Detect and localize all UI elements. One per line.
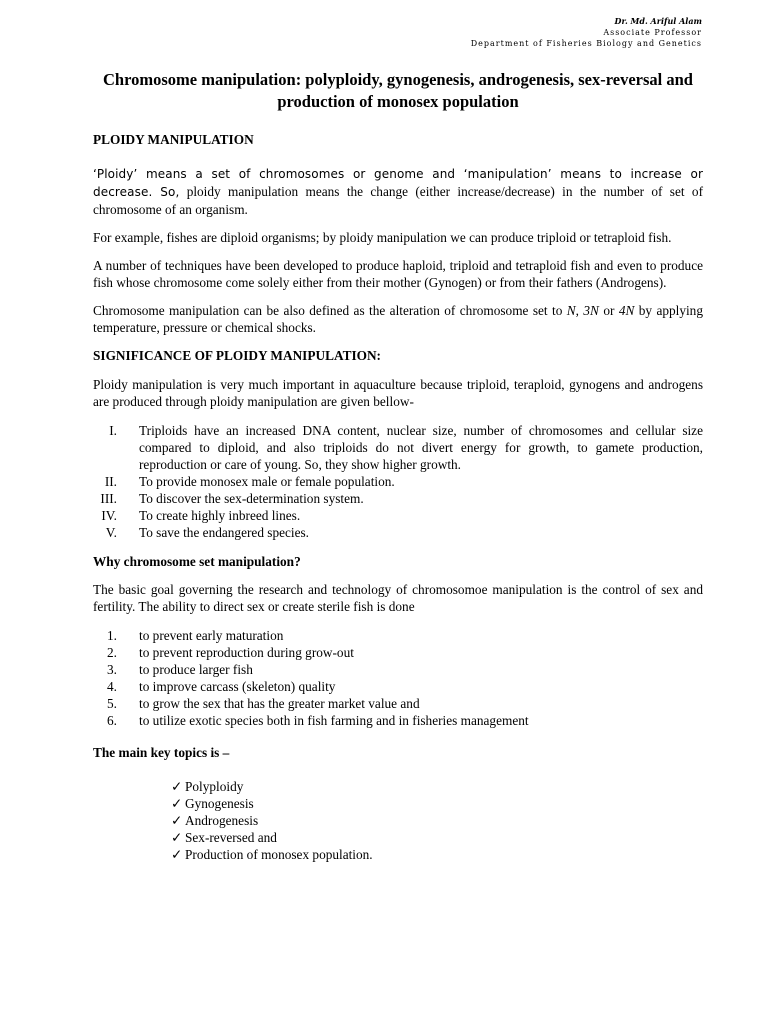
- list-item: [93, 507, 703, 524]
- list-item-number: V.: [105, 525, 117, 540]
- list-item-number: 3.: [107, 662, 117, 677]
- ploidy-definition-part2: ploidy manipulation means the change (either increase/decrease) in the number of set of chromosome of an organism.: [93, 184, 703, 217]
- why-heading: Why chromosome set manipulation?: [93, 554, 301, 569]
- significance-heading: SIGNIFICANCE OF PLOIDY MANIPULATION:: [93, 348, 381, 363]
- list-item: [93, 524, 703, 541]
- definition-n: N: [566, 303, 576, 318]
- checkmark-icon: ✓: [171, 847, 183, 862]
- list-item: [93, 661, 703, 678]
- checkmark-icon: ✓: [171, 813, 183, 828]
- document-title: Chromosome manipulation: polyploidy, gynogenesis, androgenesis, sex-reversal and production of monosex population: [103, 70, 693, 111]
- topic-text: Sex-reversed and: [185, 830, 277, 845]
- definition-4n: 4N: [618, 303, 635, 318]
- list-item: [93, 644, 703, 661]
- ploidy-definition-part1: ‘Ploidy’ means a set of chromosomes or genome and ‘manipulation’ means to increase or decrease. So,: [93, 167, 703, 199]
- list-item-number: 2.: [107, 645, 117, 660]
- checkmark-icon: ✓: [171, 796, 183, 811]
- paragraph-ploidy-definition: [93, 165, 703, 218]
- list-item-text: To discover the sex-determination system.: [139, 491, 364, 506]
- definition-post: by applying temperature, pressure or chemical shocks.: [93, 303, 703, 335]
- checkmark-icon: ✓: [171, 830, 183, 845]
- list-item-text: To provide monosex male or female population.: [139, 474, 395, 489]
- topic-text: Androgenesis: [185, 813, 259, 828]
- definition-3n: 3N: [583, 303, 599, 318]
- list-item-text: To create highly inbreed lines.: [139, 508, 301, 523]
- list-item: [93, 627, 703, 644]
- list-item: [93, 473, 703, 490]
- paragraph-definition: [93, 302, 703, 336]
- author-role: Associate Professor: [603, 28, 702, 37]
- paragraph-significance: Ploidy manipulation is very much important in aquaculture because triploid, teraploid, gynogens and androgens are produced through ploidy manipulation are given bellow-: [93, 377, 703, 409]
- list-item-text: to utilize exotic species both in fish farming and in fisheries management: [139, 713, 529, 728]
- paragraph-example: For example, fishes are diploid organisms; by ploidy manipulation we can produce triploid or tetraploid fish.: [93, 230, 672, 245]
- list-item-text: to produce larger fish: [139, 662, 253, 677]
- list-item-number: 1.: [107, 628, 117, 643]
- list-item: [93, 712, 703, 729]
- topic-item: [171, 795, 703, 812]
- list-item-number: 6.: [107, 713, 117, 728]
- topics-heading: The main key topics is –: [93, 745, 230, 760]
- author-name: Dr. Md. Ariful Alam: [614, 16, 702, 26]
- definition-pre: Chromosome manipulation can be also defined as the alteration of chromosome set to: [93, 303, 567, 318]
- author-department: Department of Fisheries Biology and Genetics: [470, 39, 702, 48]
- paragraph-goal: The basic goal governing the research and technology of chromosomoe manipulation is the control of sex and fertility. The ability to direct sex or create sterile fish is done: [93, 582, 703, 614]
- definition-or: or: [598, 303, 619, 318]
- topic-text: Gynogenesis: [185, 796, 254, 811]
- list-item: [93, 490, 703, 507]
- topic-text: Polyploidy: [185, 779, 244, 794]
- roman-list: [93, 422, 703, 541]
- list-item-text: to prevent reproduction during grow-out: [139, 645, 354, 660]
- topic-text: Production of monosex population.: [185, 847, 373, 862]
- list-item-number: 4.: [107, 679, 117, 694]
- checkmark-icon: ✓: [171, 779, 183, 794]
- list-item-text: To save the endangered species.: [139, 525, 310, 540]
- list-item-text: to grow the sex that has the greater market value and: [139, 696, 420, 711]
- list-item: [93, 678, 703, 695]
- topic-item: [171, 812, 703, 829]
- list-item-text: to prevent early maturation: [139, 628, 284, 643]
- ploidy-heading: PLOIDY MANIPULATION: [93, 132, 254, 147]
- topic-item: [171, 846, 703, 863]
- list-item-number: II.: [104, 474, 117, 489]
- list-item: [93, 695, 703, 712]
- list-item-text: to improve carcass (skeleton) quality: [139, 679, 336, 694]
- topic-item: [171, 829, 703, 846]
- list-item-number: I.: [109, 423, 117, 438]
- topic-item: [171, 778, 703, 795]
- definition-sep: ,: [575, 303, 584, 318]
- list-item-number: 5.: [107, 696, 117, 711]
- topics-list: [93, 778, 703, 863]
- page-header: [471, 16, 702, 49]
- paragraph-techniques: A number of techniques have been developed to produce haploid, triploid and tetraploid fish and even to produce fish whose chromosome come solely either from their mother (Gynogen) or from their fathers (Androgens).: [93, 258, 703, 290]
- document-body: [93, 131, 703, 863]
- numbered-list: [93, 627, 703, 729]
- list-item-number: III.: [100, 491, 117, 506]
- list-item: [93, 422, 703, 473]
- list-item-text: Triploids have an increased DNA content, nuclear size, number of chromosomes and cellular size compared to diploid, and also triploids do not divert energy for growth, to gamete production, reproduction or care of young. So, they show higher growth.: [139, 423, 703, 472]
- list-item-number: IV.: [101, 508, 117, 523]
